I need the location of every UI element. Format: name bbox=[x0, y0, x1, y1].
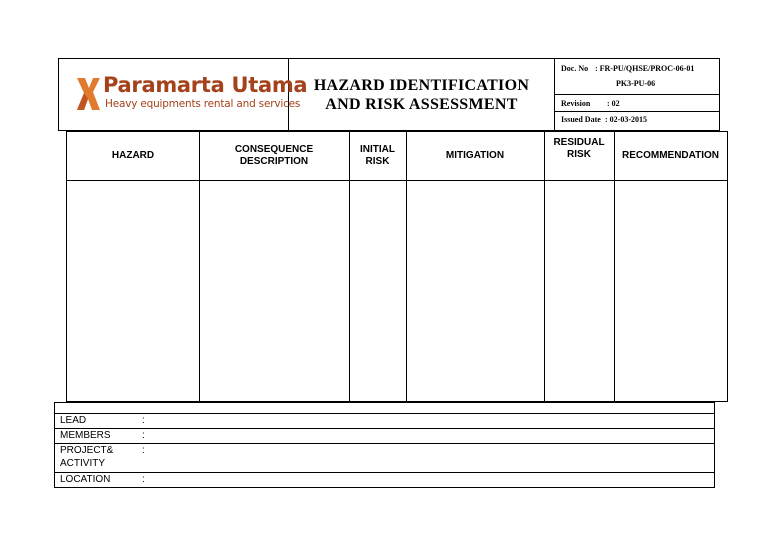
title-line-1: HAZARD IDENTIFICATION bbox=[313, 76, 530, 94]
logo-cell bbox=[59, 59, 308, 130]
mitigation-cell[interactable] bbox=[407, 181, 544, 401]
column-header-initial-risk: INITIAL RISK bbox=[360, 144, 395, 167]
project-activity-label-2: ACTIVITY bbox=[60, 458, 106, 469]
members-field[interactable] bbox=[151, 429, 711, 442]
lead-label: LEAD bbox=[60, 415, 87, 426]
issued-value: : 02-03-2015 bbox=[605, 115, 647, 124]
column-header-mitigation: MITIGATION bbox=[445, 150, 505, 161]
column-header-recommendation: RECOMMENDATION bbox=[621, 150, 720, 161]
location-field[interactable] bbox=[151, 473, 711, 486]
revision-label: Revision bbox=[561, 99, 591, 108]
column-header-hazard: HAZARD bbox=[111, 150, 155, 161]
members-colon: : bbox=[142, 430, 145, 441]
recommendation-cell[interactable] bbox=[615, 181, 727, 401]
residual-risk-cell[interactable] bbox=[545, 181, 614, 401]
project-activity-colon: : bbox=[142, 445, 145, 456]
document-header bbox=[58, 58, 720, 131]
project-activity-field[interactable] bbox=[151, 444, 711, 471]
doc-no-value-2: PK3-PU-06 bbox=[616, 79, 656, 88]
doc-no-value: : FR-PU/QHSE/PROC-06-01 bbox=[595, 64, 695, 73]
info-table bbox=[54, 402, 715, 488]
project-activity-label-1: PROJECT& bbox=[60, 445, 114, 456]
title-line-2: AND RISK ASSESSMENT bbox=[325, 95, 518, 113]
meta-divider bbox=[555, 111, 719, 112]
revision-value: : 02 bbox=[607, 99, 620, 108]
paramarta-logo-icon bbox=[75, 76, 101, 112]
document-title bbox=[289, 59, 555, 130]
members-label: MEMBERS bbox=[60, 430, 111, 441]
lead-colon: : bbox=[142, 415, 145, 426]
initial-risk-cell[interactable] bbox=[350, 181, 406, 401]
issued-label: Issued Date bbox=[561, 115, 601, 124]
consequence-cell[interactable] bbox=[200, 181, 349, 401]
meta-divider bbox=[555, 94, 719, 95]
hazard-cell[interactable] bbox=[67, 181, 199, 401]
column-header-consequence: CONSEQUENCE DESCRIPTION bbox=[234, 144, 314, 167]
lead-field[interactable] bbox=[151, 414, 711, 427]
doc-no-label: Doc. No bbox=[561, 64, 589, 73]
location-label: LOCATION bbox=[60, 474, 111, 485]
column-header-residual-risk: RESIDUAL RISK bbox=[553, 137, 605, 160]
brand-name: Paramarta Utama bbox=[103, 73, 308, 97]
risk-assessment-table bbox=[66, 131, 728, 402]
location-colon: : bbox=[142, 474, 145, 485]
brand-tagline: Heavy equipments rental and services bbox=[105, 98, 301, 110]
